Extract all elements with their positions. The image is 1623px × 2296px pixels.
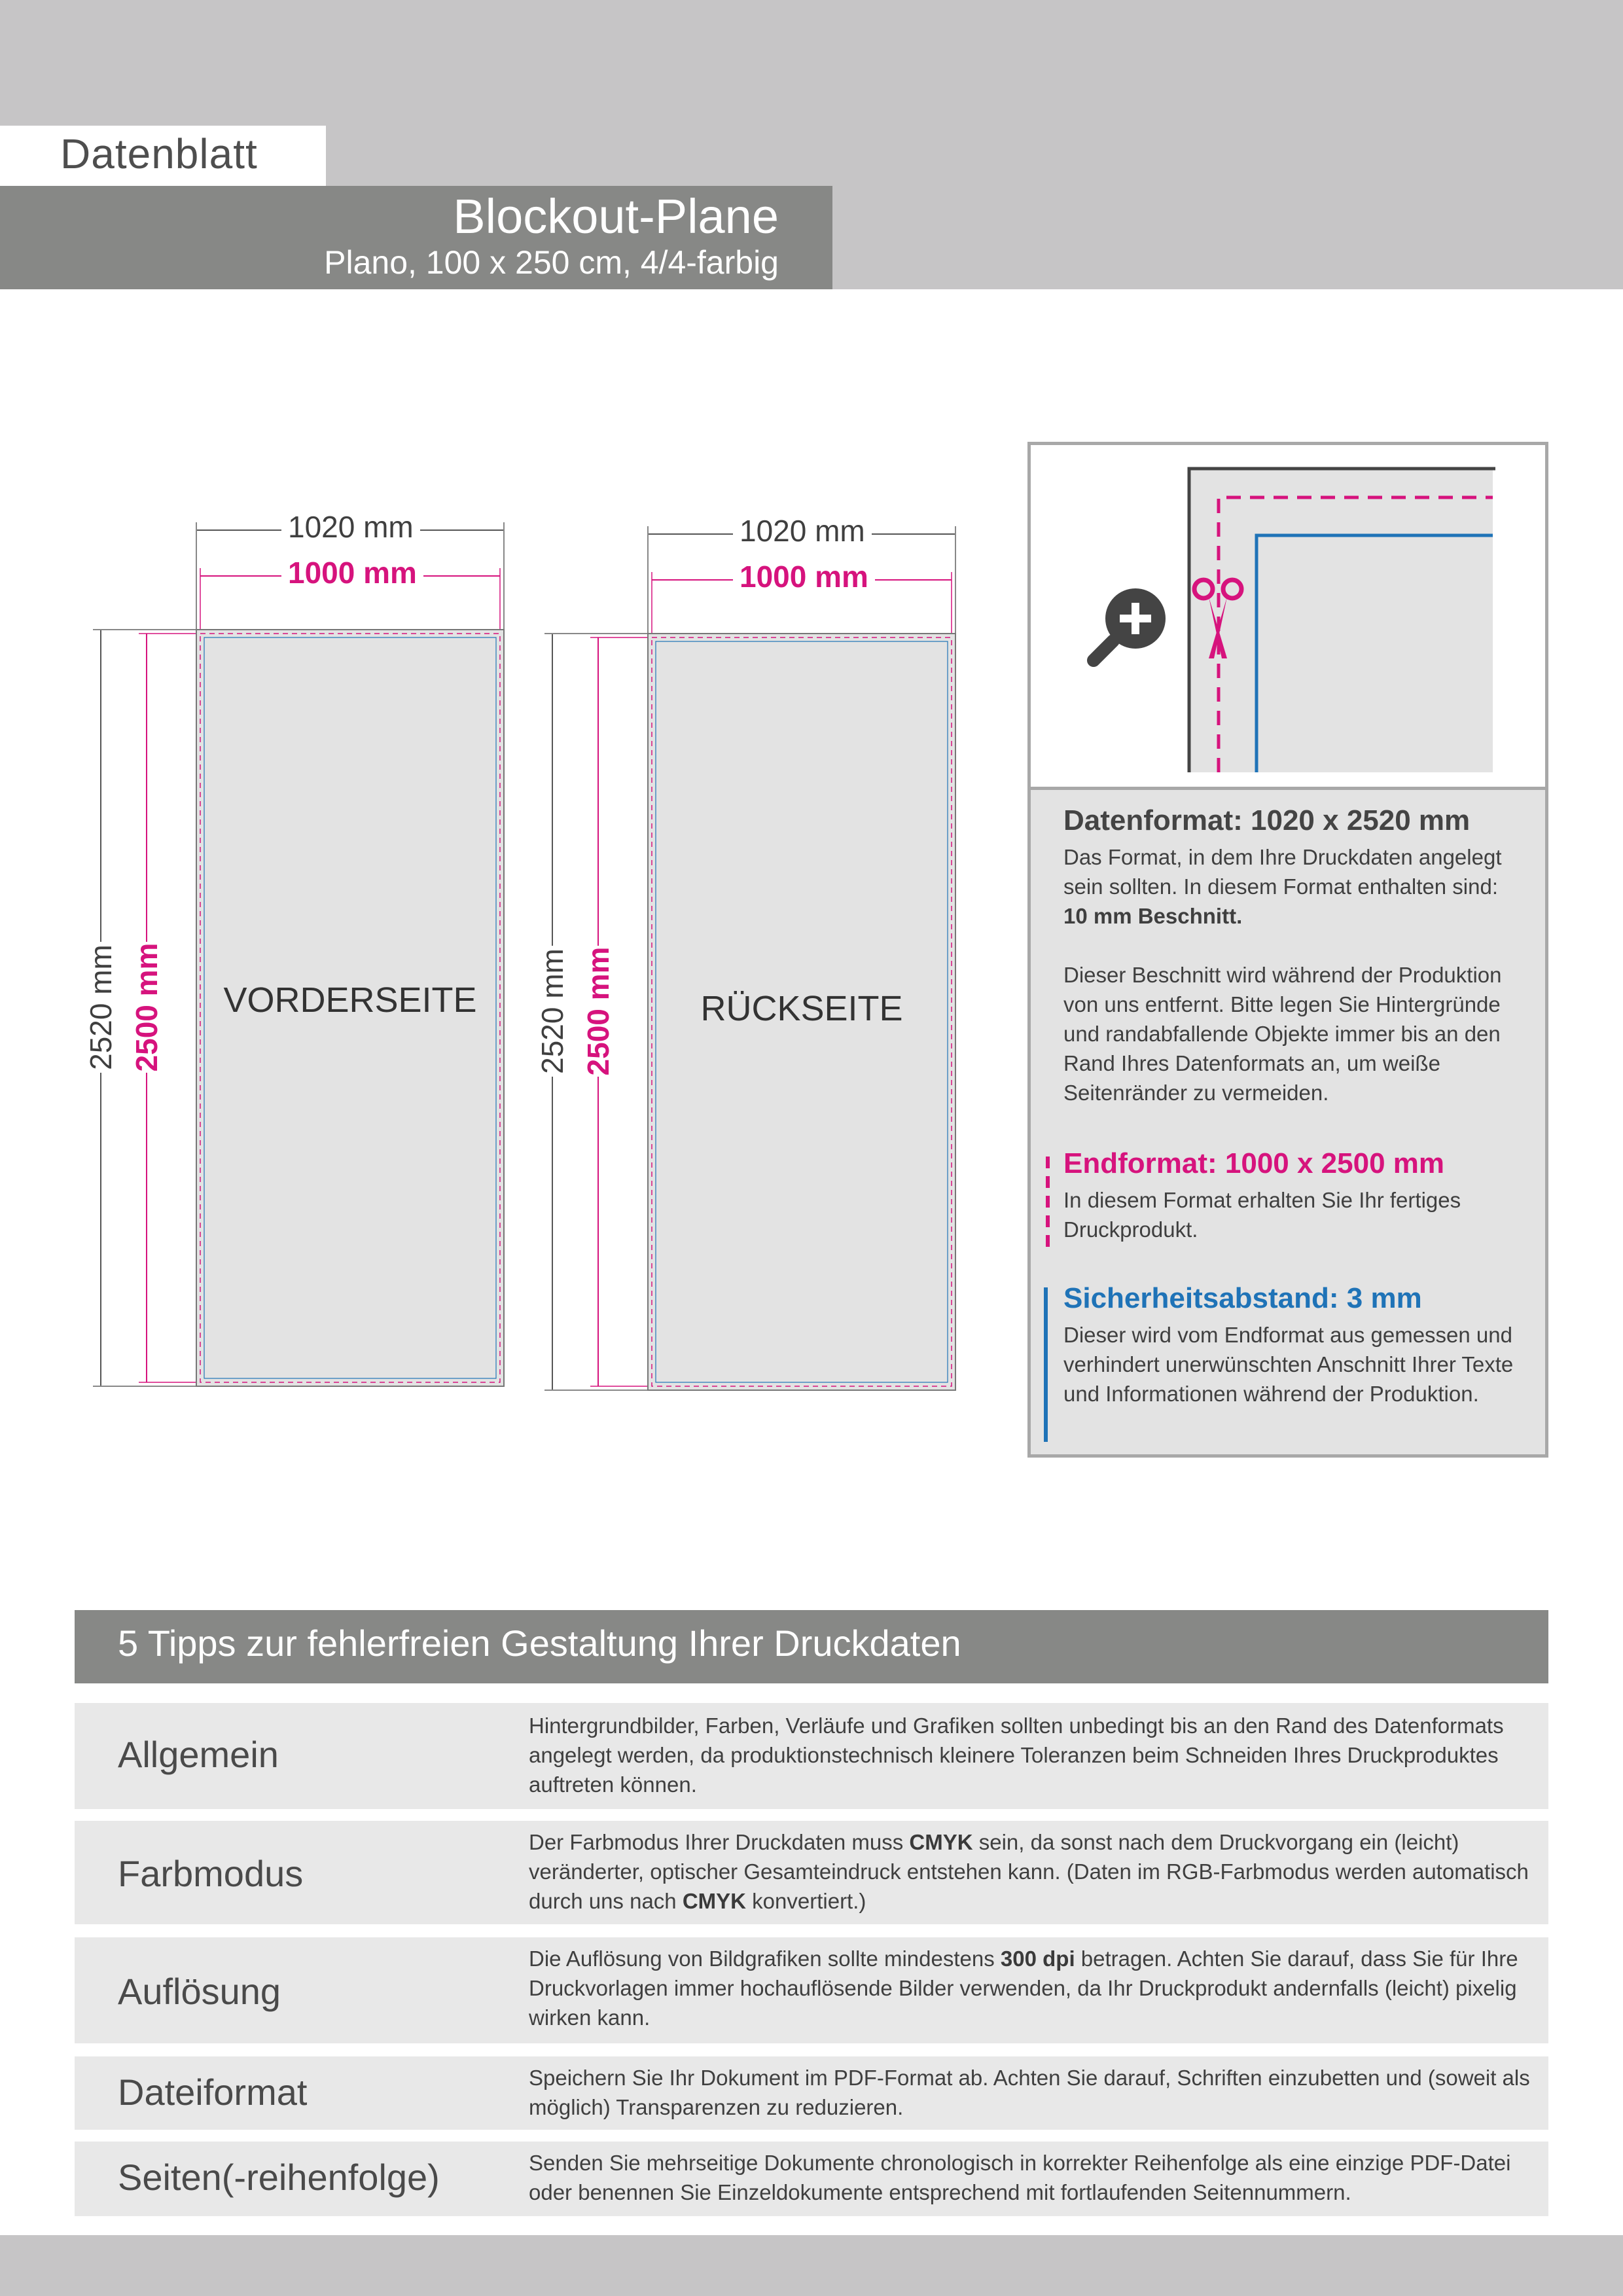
back-final-width: 1000 mm [733,559,875,594]
tip-text [529,1944,1530,2032]
endformat-title: Endformat: 1000 x 2500 mm [1063,1147,1445,1179]
front-final-width: 1000 mm [281,555,423,590]
tip-row-farbmodus [75,1821,1548,1924]
endformat-text: In diesem Format erhalten Sie Ihr fertiges Druckprodukt. [1063,1188,1461,1242]
zoom-in-icon [1083,579,1175,671]
datenformat-text-1: Das Format, in dem Ihre Druckdaten angelegt sein sollten. In diesem Format enthalten sind: [1063,845,1502,899]
datenblatt-label: Datenblatt [60,130,258,177]
product-title: Blockout-Plane [453,189,779,243]
tip-text-part: Die Auflösung von Bildgrafiken sollte mindestens [529,1946,1001,1971]
tip-row-allgemein [75,1703,1548,1809]
tip-label: Dateiformat [118,2072,308,2113]
tip-row-seiten [75,2142,1548,2216]
tip-text: Speichern Sie Ihr Dokument im PDF-Format ab. Achten Sie darauf, Schriften einzubetten und (soweit als möglich) Transparenzen zu reduzieren. [529,2066,1530,2119]
tip-label: Allgemein [118,1734,279,1775]
front-data-height: 2520 mm [83,942,118,1073]
sicherheit-text: Dieser wird vom Endformat aus gemessen und verhindert unerwünschten Anschnitt Ihrer Texte und Informationen während der Produktion. [1063,1323,1514,1406]
tip-text: Senden Sie mehrseitige Dokumente chronologisch in korrekter Reihenfolge als eine einzige PDF-Datei oder benennen Sie Einzeldokumente entsprechend mit fortlaufenden Seitennummern. [529,2151,1511,2204]
back-side-label: RÜCKSEITE [700,989,903,1028]
tip-text-part: sein, da sonst nach dem Druckvorgang ein (leicht) veränderter, optischer Gesamteindruck entstehen kann. (Daten im RGB-Farbmodus werden automatisch durch uns nach [529,1830,1529,1913]
tip-text-bold: 300 dpi [1000,1946,1075,1971]
zoom-detail-box [1027,442,1548,790]
tip-text-part: konvertiert.) [746,1889,866,1913]
tip-label: Farbmodus [118,1853,304,1894]
tip-text-part: betragen. Achten Sie darauf, dass Sie für Ihre Druckvorlagen immer hochauflösende Bilder verwenden, da Ihr Druckprodukt andernfalls (leicht) pixelig wirken kann. [529,1946,1518,2030]
front-side-label: VORDERSEITE [223,980,477,1020]
tip-text-part: Der Farbmodus Ihrer Druckdaten muss [529,1830,910,1854]
front-final-height-wrap [114,942,179,1072]
back-final-height-wrap [565,946,631,1076]
back-data-width: 1020 mm [733,513,872,548]
back-final-height: 2500 mm [581,946,615,1076]
tip-text-bold: CMYK [682,1889,746,1913]
tips-title: 5 Tipps zur fehlerfreien Gestaltung Ihrer Druckdaten [118,1623,961,1664]
tip-text: Hintergrundbilder, Farben, Verläufe und Grafiken sollten unbedingt bis an den Rand des Datenformats angelegt werden, da produktionstechnisch kleinere Toleranzen beim Schneiden Ihres Druckproduktes auftreten können. [529,1713,1504,1797]
front-data-width: 1020 mm [281,509,420,545]
back-data-height: 2520 mm [535,946,570,1077]
format-info-box [1027,790,1548,1458]
tip-label: Auflösung [118,1971,281,2012]
endformat-marker [1044,1157,1052,1248]
datenformat-title: Datenformat: 1020 x 2520 mm [1063,804,1471,836]
tip-row-dateiformat [75,2056,1548,2130]
datenformat-text-2: Dieser Beschnitt wird während der Produktion von uns entfernt. Bitte legen Sie Hintergründe und randabfallende Objekte immer bis an den Rand Ihres Datenformats an, um weiße Seitenränder zu vermeiden. [1063,963,1502,1105]
product-subtitle: Plano, 100 x 250 cm, 4/4-farbig [324,244,779,281]
datenformat-text-bold: 10 mm Beschnitt. [1063,904,1243,928]
tip-label: Seiten(-reihenfolge) [118,2157,440,2198]
tip-text [529,1827,1530,1916]
sicherheit-marker [1044,1287,1048,1442]
footer-band [0,2235,1623,2296]
front-final-height: 2500 mm [130,942,164,1072]
datenformat-text [1063,842,1522,931]
scissors-icon [1189,573,1248,665]
tip-row-aufloesung [75,1937,1548,2043]
tip-text-bold: CMYK [909,1830,973,1854]
sicherheit-title: Sicherheitsabstand: 3 mm [1063,1282,1422,1314]
